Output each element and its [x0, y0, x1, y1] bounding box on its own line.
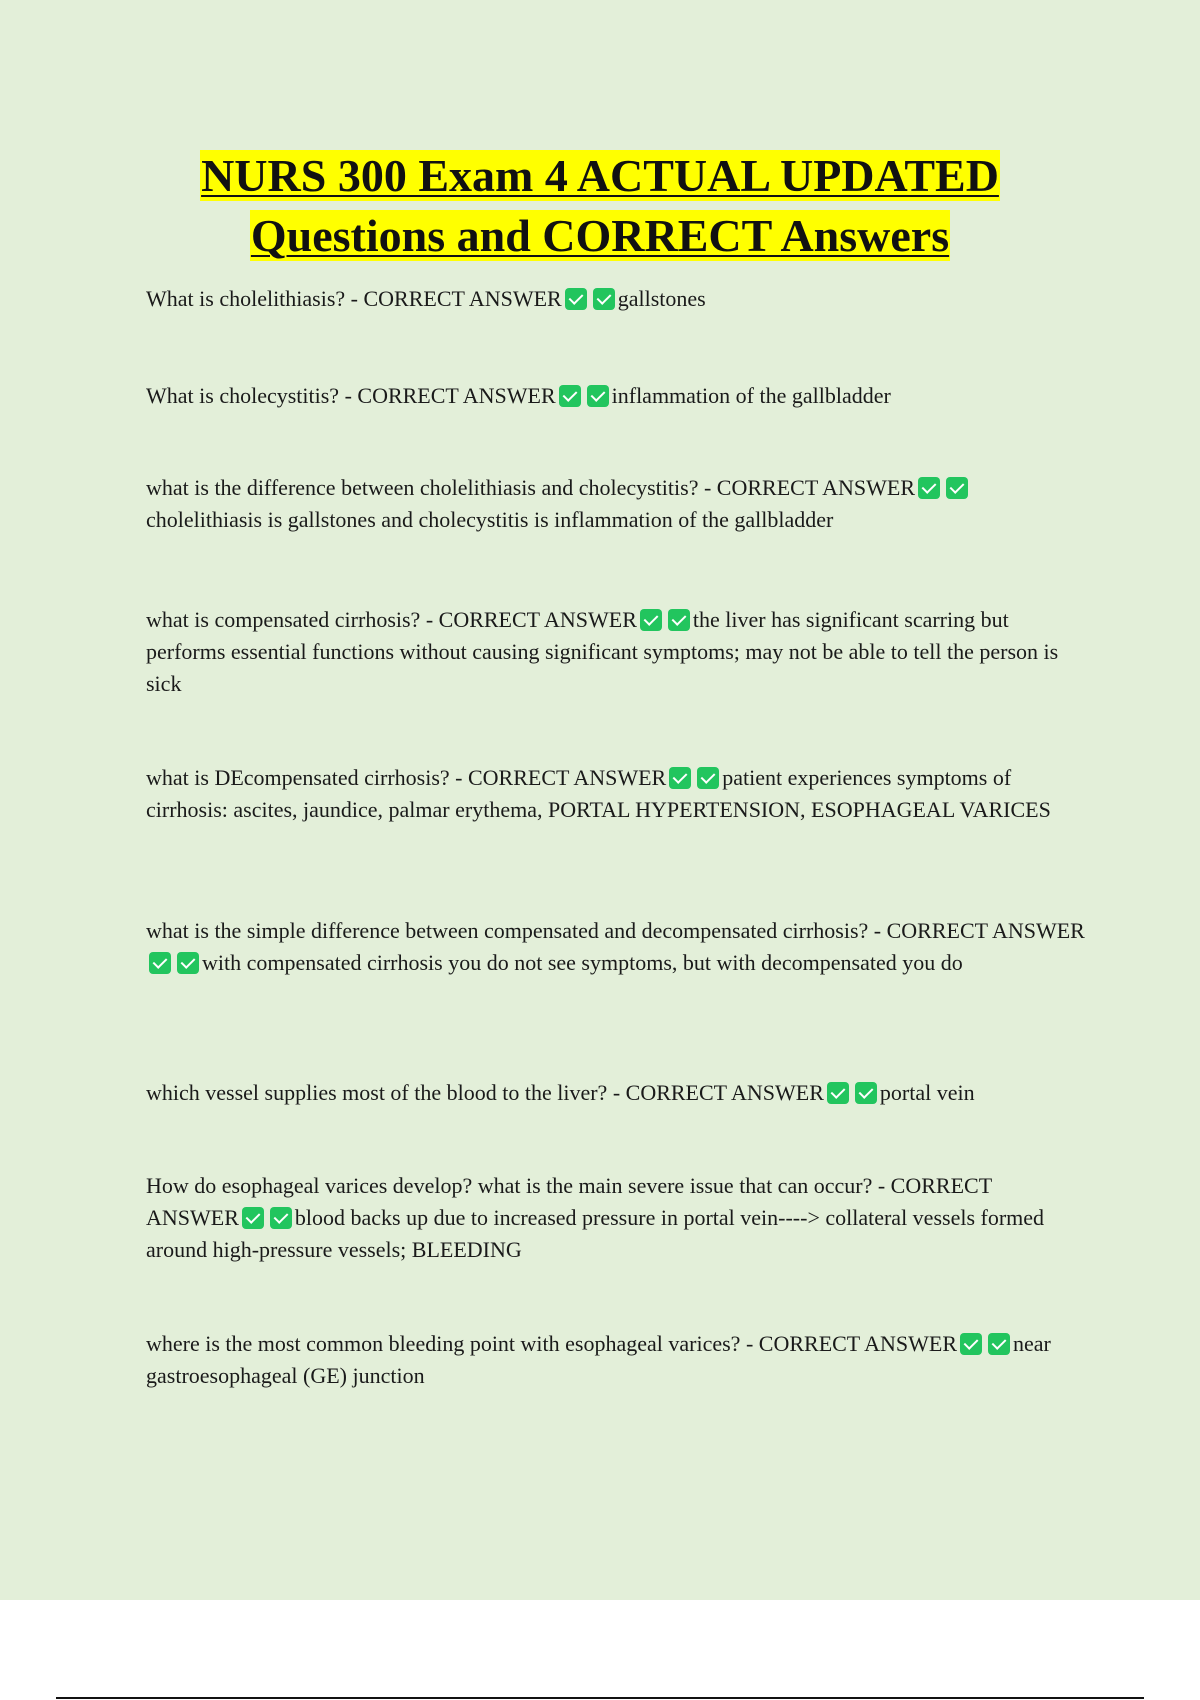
answer-marker: - CORRECT ANSWER: [425, 607, 637, 632]
qa-item-8: [146, 1170, 1086, 1266]
check-icon: [918, 477, 940, 499]
answer-marker: - CORRECT ANSWER: [873, 918, 1085, 943]
question-text: what is compensated cirrhosis?: [146, 607, 421, 632]
answer-marker: - CORRECT ANSWER: [612, 1080, 824, 1105]
answer-text: the liver has significant scarring but performs essential functions without causing significant symptoms; may not be able to tell the person is sick: [146, 607, 1059, 696]
check-icon: [640, 609, 662, 631]
question-text: What is cholelithiasis?: [146, 286, 346, 311]
qa-item-4: [146, 604, 1086, 700]
check-icon: [593, 288, 615, 310]
answer-text: near gastroesophageal (GE) junction: [146, 1331, 1051, 1388]
answer-marker: - CORRECT ANSWER: [344, 383, 556, 408]
check-icon: [669, 767, 691, 789]
page-divider: [56, 1697, 1144, 1699]
qa-item-3: [146, 472, 1086, 536]
qa-item-1: [146, 283, 1086, 315]
answer-marker: - CORRECT ANSWER: [350, 286, 562, 311]
question-text: where is the most common bleeding point with esophageal varices?: [146, 1331, 741, 1356]
answer-text: with compensated cirrhosis you do not see symptoms, but with decompensated you do: [202, 950, 963, 975]
check-icon: [149, 952, 171, 974]
check-icon: [988, 1333, 1010, 1355]
answer-text: patient experiences symptoms of cirrhosis: ascites, jaundice, palmar erythema, PORTAL HYPERTENSION, ESOPHAGEAL VARICES: [146, 765, 1051, 822]
qa-item-7: [146, 1077, 1086, 1109]
check-icon: [827, 1082, 849, 1104]
title-highlight: [200, 150, 1000, 261]
check-icon: [697, 767, 719, 789]
check-icon: [946, 477, 968, 499]
question-text: What is cholecystitis?: [146, 383, 340, 408]
check-icon: [242, 1207, 264, 1229]
question-text: what is DEcompensated cirrhosis?: [146, 765, 450, 790]
check-icon: [559, 385, 581, 407]
check-icon: [855, 1082, 877, 1104]
title-line-2: Questions and CORRECT Answers: [250, 210, 950, 261]
check-icon: [565, 288, 587, 310]
question-text: what is the simple difference between compensated and decompensated cirrhosis?: [146, 918, 869, 943]
question-text: what is the difference between cholelithiasis and cholecystitis?: [146, 475, 699, 500]
answer-text: inflammation of the gallbladder: [611, 383, 891, 408]
answer-text: blood backs up due to increased pressure in portal vein----> collateral vessels formed around high-pressure vessels; BLEEDING: [146, 1205, 1045, 1262]
answer-marker: - CORRECT ANSWER: [745, 1331, 958, 1356]
document-title: [0, 146, 1200, 266]
qa-item-9: [146, 1328, 1086, 1392]
qa-item-2: [146, 380, 1086, 412]
check-icon: [270, 1207, 292, 1229]
qa-item-6: [146, 915, 1086, 979]
title-line-1: NURS 300 Exam 4 ACTUAL UPDATED: [201, 150, 999, 201]
answer-text: gallstones: [617, 286, 706, 311]
answer-marker: - CORRECT ANSWER: [146, 1173, 992, 1230]
answer-text: cholelithiasis is gallstones and cholecystitis is inflammation of the gallbladder: [146, 507, 834, 532]
answer-marker: - CORRECT ANSWER: [455, 765, 667, 790]
check-icon: [960, 1333, 982, 1355]
check-icon: [668, 609, 690, 631]
question-text: which vessel supplies most of the blood to the liver?: [146, 1080, 608, 1105]
question-text: How do esophageal varices develop? what is the main severe issue that can occur?: [146, 1173, 873, 1198]
answer-marker: - CORRECT ANSWER: [703, 475, 916, 500]
qa-item-5: [146, 762, 1086, 826]
check-icon: [177, 952, 199, 974]
check-icon: [587, 385, 609, 407]
answer-text: portal vein: [879, 1080, 975, 1105]
